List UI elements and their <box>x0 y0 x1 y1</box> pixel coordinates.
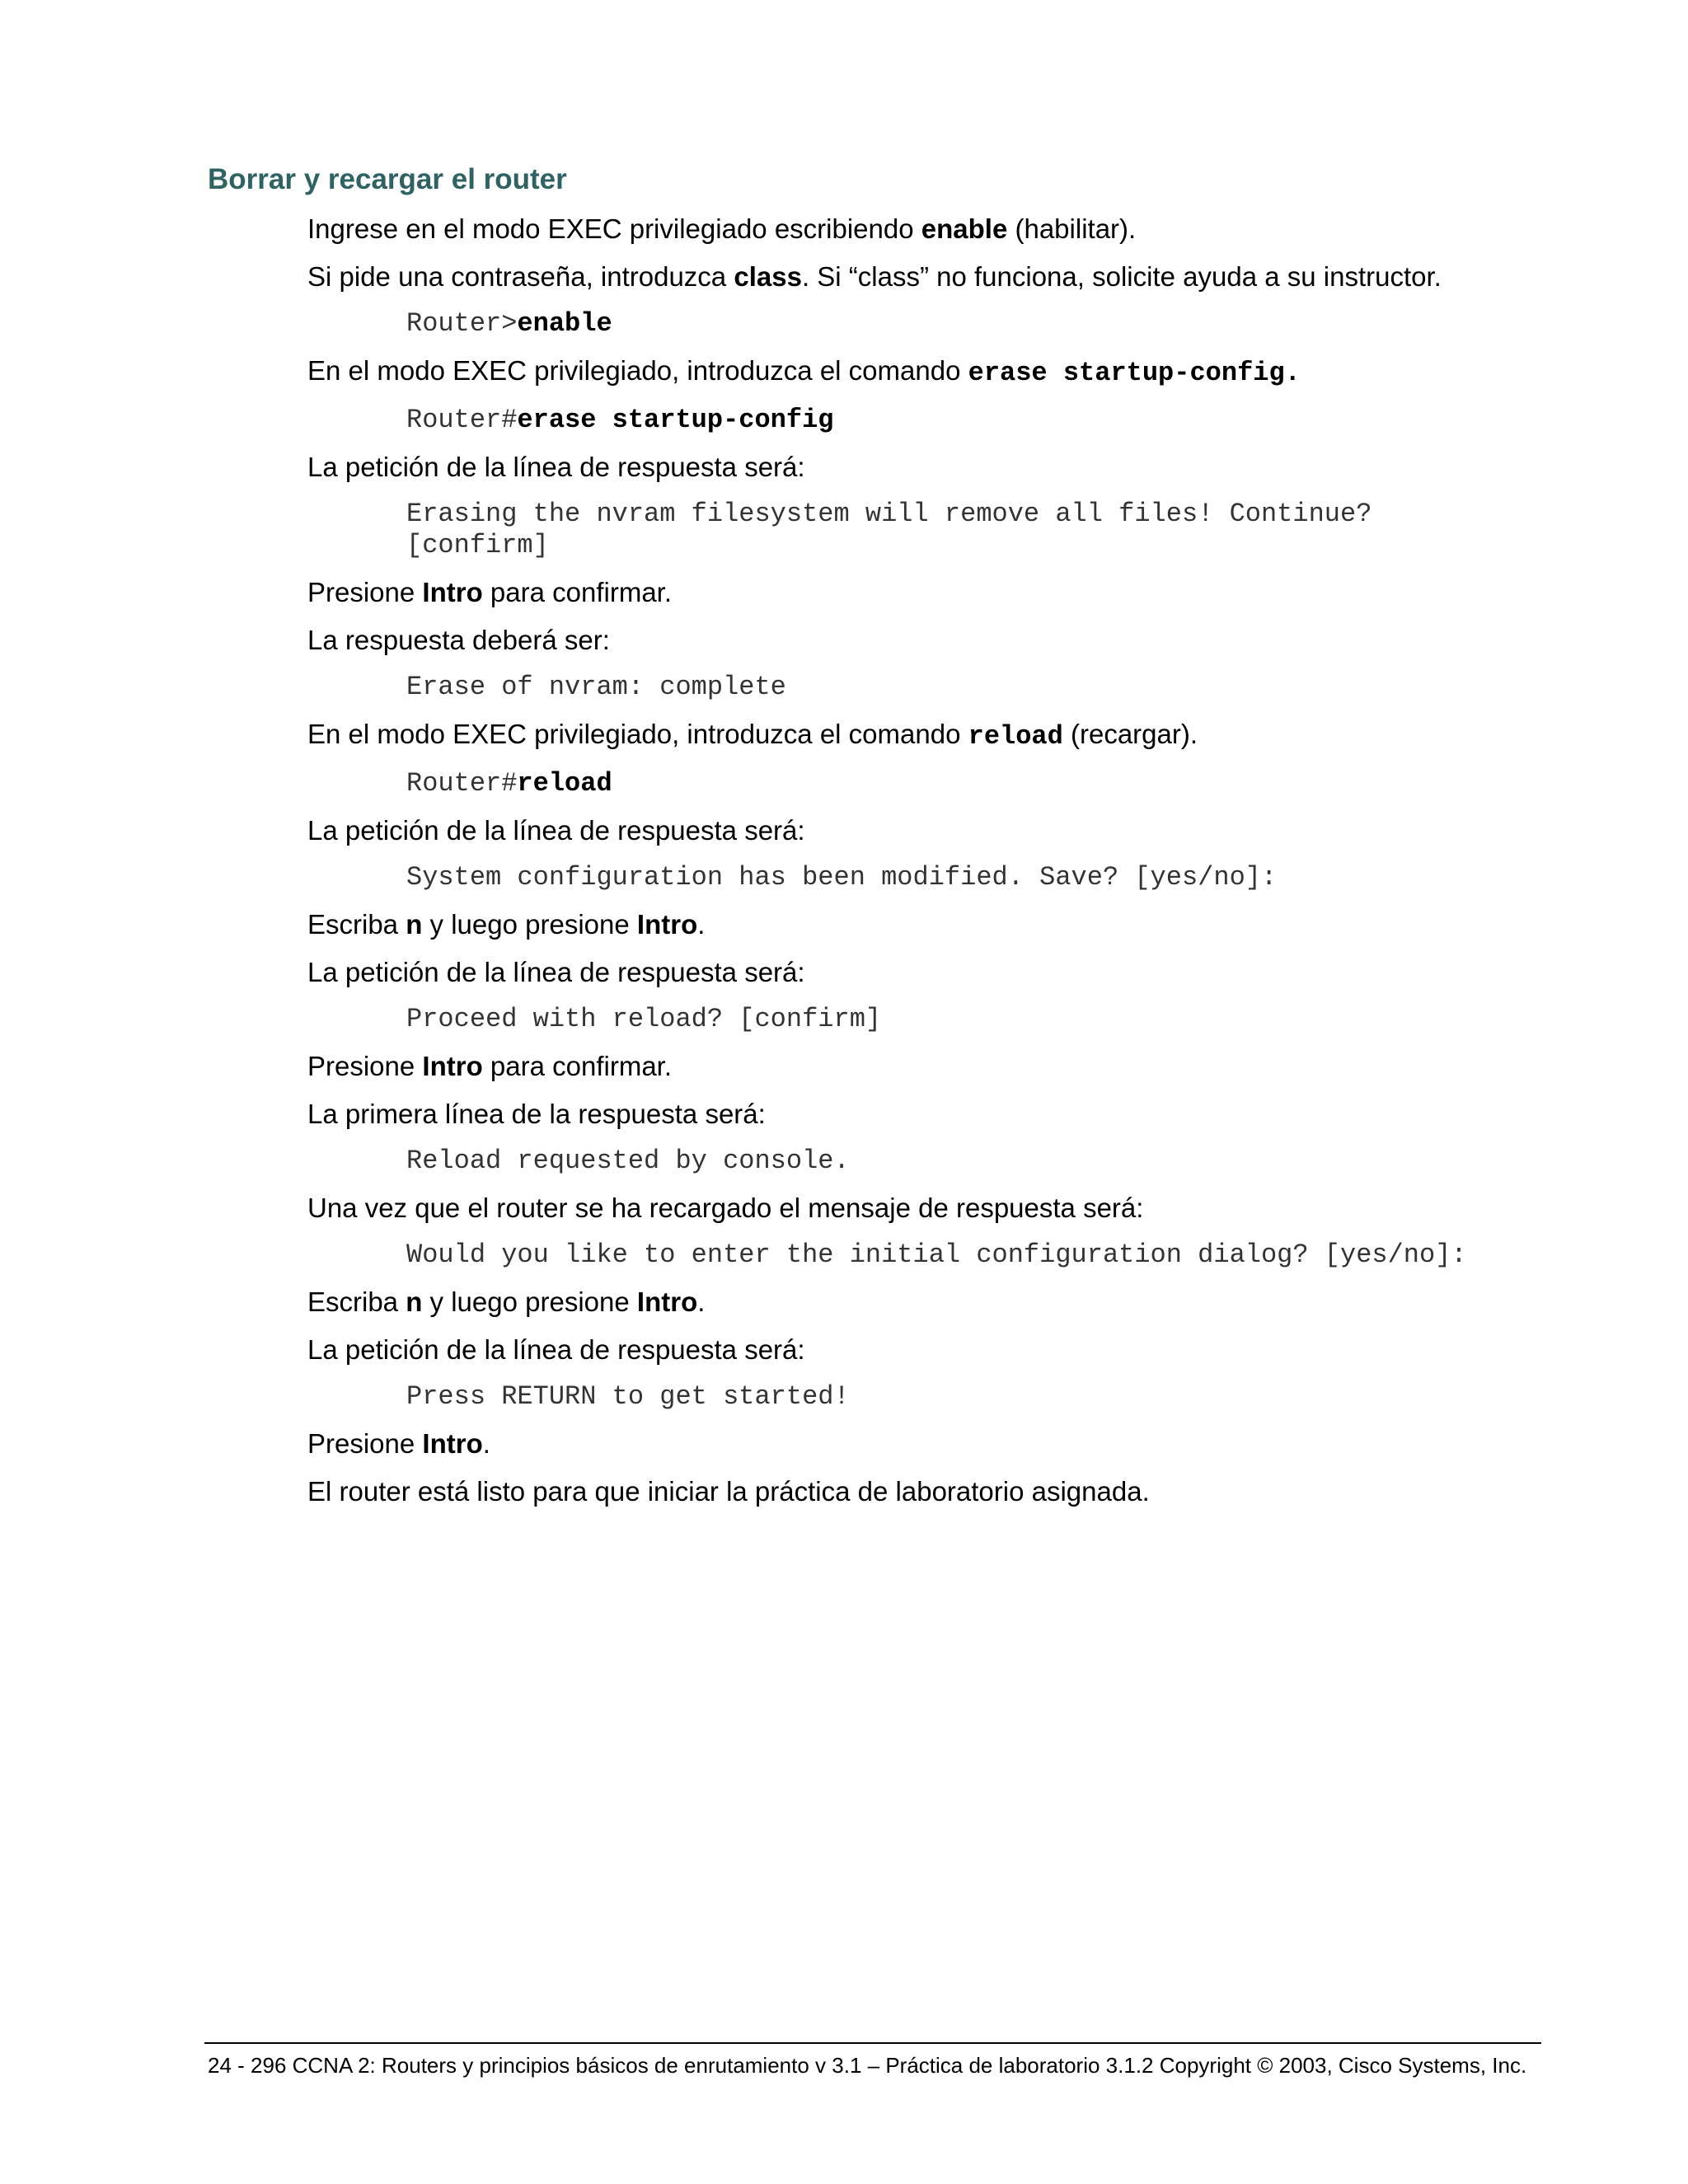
instruction-enable <box>307 213 1659 246</box>
instruction-confirm-2 <box>307 1050 1659 1083</box>
text: Presione <box>307 1428 423 1459</box>
instruction-confirm <box>307 576 1659 609</box>
command: erase startup-config <box>517 405 834 435</box>
instruction-first-line: La primera línea de la respuesta será: <box>307 1099 766 1129</box>
code-enable <box>406 308 1659 340</box>
bold-text: Intro <box>422 1051 483 1081</box>
text: En el modo EXEC privilegiado, introduzca el comando <box>307 355 968 386</box>
code-config-dialog: Would you like to enter the initial configuration dialog? [yes/no]: <box>406 1240 1467 1270</box>
instruction-response-3: La petición de la línea de respuesta será: <box>307 957 805 987</box>
instruction-reload <box>307 718 1659 753</box>
footer-divider <box>204 2042 1541 2044</box>
instruction-password <box>307 260 1659 293</box>
page-footer: 24 - 296 CCNA 2: Routers y principios básicos de enrutamiento v 3.1 – Práctica de laboratorio 3.1.2 Copyright © 2003, Cisco Systems, Inc. <box>208 2053 1527 2078</box>
instruction-response-4: La petición de la línea de respuesta será: <box>307 1334 805 1365</box>
bold-text: Intro <box>636 909 698 940</box>
text: . <box>482 1428 490 1459</box>
text: para confirmar. <box>482 1051 673 1081</box>
text: Escriba <box>307 909 406 940</box>
bold-text: Intro <box>636 1286 698 1317</box>
inline-command: erase startup-config. <box>968 358 1301 388</box>
instruction-response-should: La respuesta deberá ser: <box>307 625 610 655</box>
instruction-type-n <box>307 908 1659 941</box>
code-erase <box>406 405 1659 436</box>
text: para confirmar. <box>482 577 673 607</box>
prompt: Router> <box>406 308 518 339</box>
bold-text: class <box>734 261 802 292</box>
prompt: Router# <box>406 768 518 799</box>
inline-command: reload <box>968 721 1063 752</box>
text: Presione <box>307 1051 423 1081</box>
instruction-response-2: La petición de la línea de respuesta será: <box>307 815 805 846</box>
command: reload <box>517 768 612 799</box>
bold-text: enable <box>921 213 1008 244</box>
text: Escriba <box>307 1286 406 1317</box>
instruction-response: La petición de la línea de respuesta será: <box>307 452 805 482</box>
text: (habilitar). <box>1007 213 1137 244</box>
text: Si pide una contraseña, introduzca <box>307 261 734 292</box>
instruction-after-reload: Una vez que el router se ha recargado el mensaje de respuesta será: <box>307 1193 1144 1223</box>
code-erasing-output: Erasing the nvram filesystem will remove all files! Continue? [confirm] <box>406 499 1372 560</box>
text: y luego presione <box>422 1286 637 1317</box>
instruction-ready: El router está listo para que iniciar la práctica de laboratorio asignada. <box>307 1476 1150 1507</box>
instruction-erase <box>307 354 1659 390</box>
instructions-body <box>307 213 1659 1523</box>
code-proceed-reload: Proceed with reload? [confirm] <box>406 1004 882 1034</box>
section-title: Borrar y recargar el router <box>208 163 567 195</box>
prompt: Router# <box>406 405 518 435</box>
bold-text: Intro <box>422 1428 483 1459</box>
code-erase-complete: Erase of nvram: complete <box>406 672 786 702</box>
text: Presione <box>307 577 423 607</box>
text: y luego presione <box>422 909 637 940</box>
code-save-prompt: System configuration has been modified. Save? [yes/no]: <box>406 862 1278 893</box>
command: enable <box>517 308 612 339</box>
instruction-type-n-2 <box>307 1286 1659 1319</box>
code-press-return: Press RETURN to get started! <box>406 1381 850 1412</box>
code-reload-requested: Reload requested by console. <box>406 1146 850 1176</box>
text: . Si “class” no funciona, solicite ayuda a su instructor. <box>801 261 1442 292</box>
instruction-press-intro <box>307 1427 1659 1460</box>
text: (recargar). <box>1062 719 1198 749</box>
text: En el modo EXEC privilegiado, introduzca el comando <box>307 719 968 749</box>
bold-text: Intro <box>422 577 483 607</box>
text: . <box>697 1286 706 1317</box>
text: Ingrese en el modo EXEC privilegiado escribiendo <box>307 213 921 244</box>
bold-text: n <box>406 1286 423 1317</box>
text: . <box>697 909 706 940</box>
bold-text: n <box>406 909 423 940</box>
code-reload <box>406 768 1659 799</box>
